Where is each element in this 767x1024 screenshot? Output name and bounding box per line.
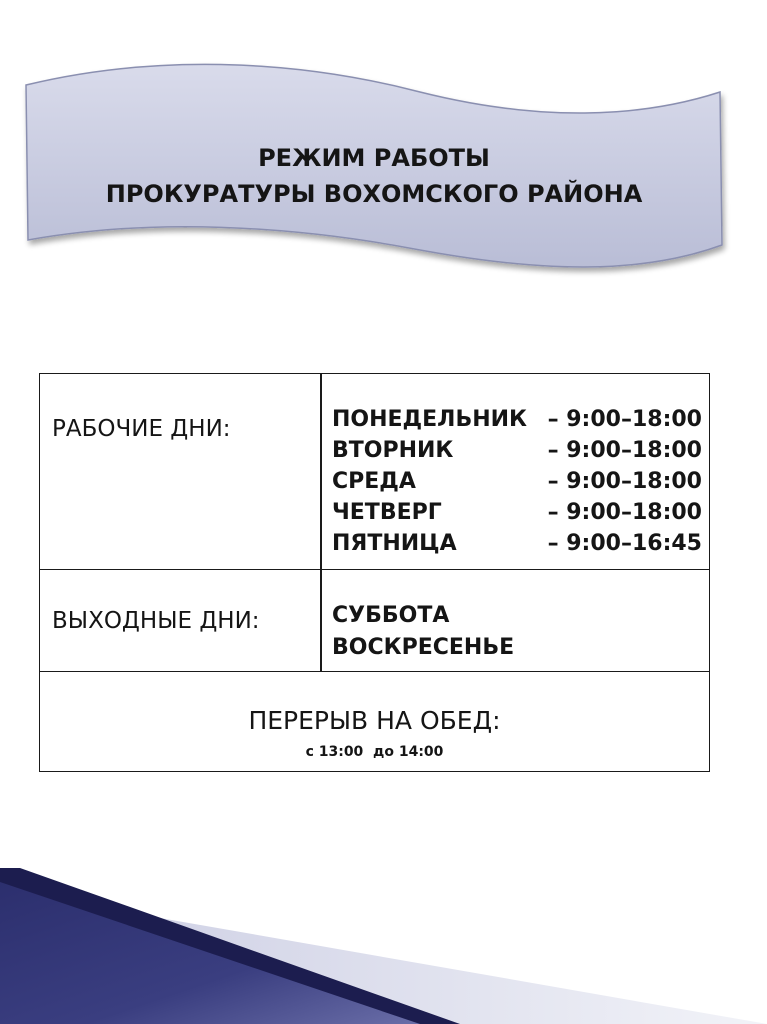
day-hours: – 9:00–16:45 bbox=[547, 531, 702, 556]
weekend-days-label: ВЫХОДНЫЕ ДНИ: bbox=[52, 608, 260, 634]
lunch-break-time: с 13:00 до 14:00 bbox=[305, 744, 444, 760]
weekend-days-row bbox=[40, 570, 709, 672]
day-monday bbox=[332, 407, 702, 438]
corner-light-stripe bbox=[0, 890, 767, 1024]
corner-blue-panel bbox=[0, 882, 420, 1024]
day-thursday bbox=[332, 500, 702, 531]
day-name: ПОНЕДЕЛЬНИК bbox=[332, 407, 528, 432]
lunch-break-label: ПЕРЕРЫВ НА ОБЕД: bbox=[248, 706, 501, 735]
day-hours: – 9:00–18:00 bbox=[547, 407, 702, 432]
day-tuesday bbox=[332, 438, 702, 469]
schedule-table bbox=[39, 373, 710, 772]
working-days-label: РАБОЧИЕ ДНИ: bbox=[52, 416, 231, 442]
title-line-1: РЕЖИМ РАБОТЫ bbox=[258, 144, 490, 172]
day-name: ЧЕТВЕРГ bbox=[332, 500, 442, 525]
working-days-list bbox=[332, 407, 702, 562]
day-friday bbox=[332, 531, 702, 562]
day-name: СРЕДА bbox=[332, 469, 416, 494]
page-title bbox=[24, 140, 724, 212]
title-line-2: ПРОКУРАТУРЫ ВОХОМСКОГО РАЙОНА bbox=[105, 180, 643, 208]
day-hours: – 9:00–18:00 bbox=[547, 469, 702, 494]
weekend-day-sunday: ВОСКРЕСЕНЬЕ bbox=[332, 635, 515, 660]
day-name: ВТОРНИК bbox=[332, 438, 454, 463]
working-days-row bbox=[40, 374, 709, 570]
weekend-day-saturday: СУББОТА bbox=[332, 603, 450, 628]
day-name: ПЯТНИЦА bbox=[332, 531, 457, 556]
day-hours: – 9:00–18:00 bbox=[547, 500, 702, 525]
title-banner bbox=[0, 0, 767, 300]
day-hours: – 9:00–18:00 bbox=[547, 438, 702, 463]
lunch-break-row bbox=[40, 672, 709, 771]
day-wednesday bbox=[332, 469, 702, 500]
weekend-days-list bbox=[332, 600, 514, 664]
corner-dark-stripe bbox=[0, 868, 460, 1024]
